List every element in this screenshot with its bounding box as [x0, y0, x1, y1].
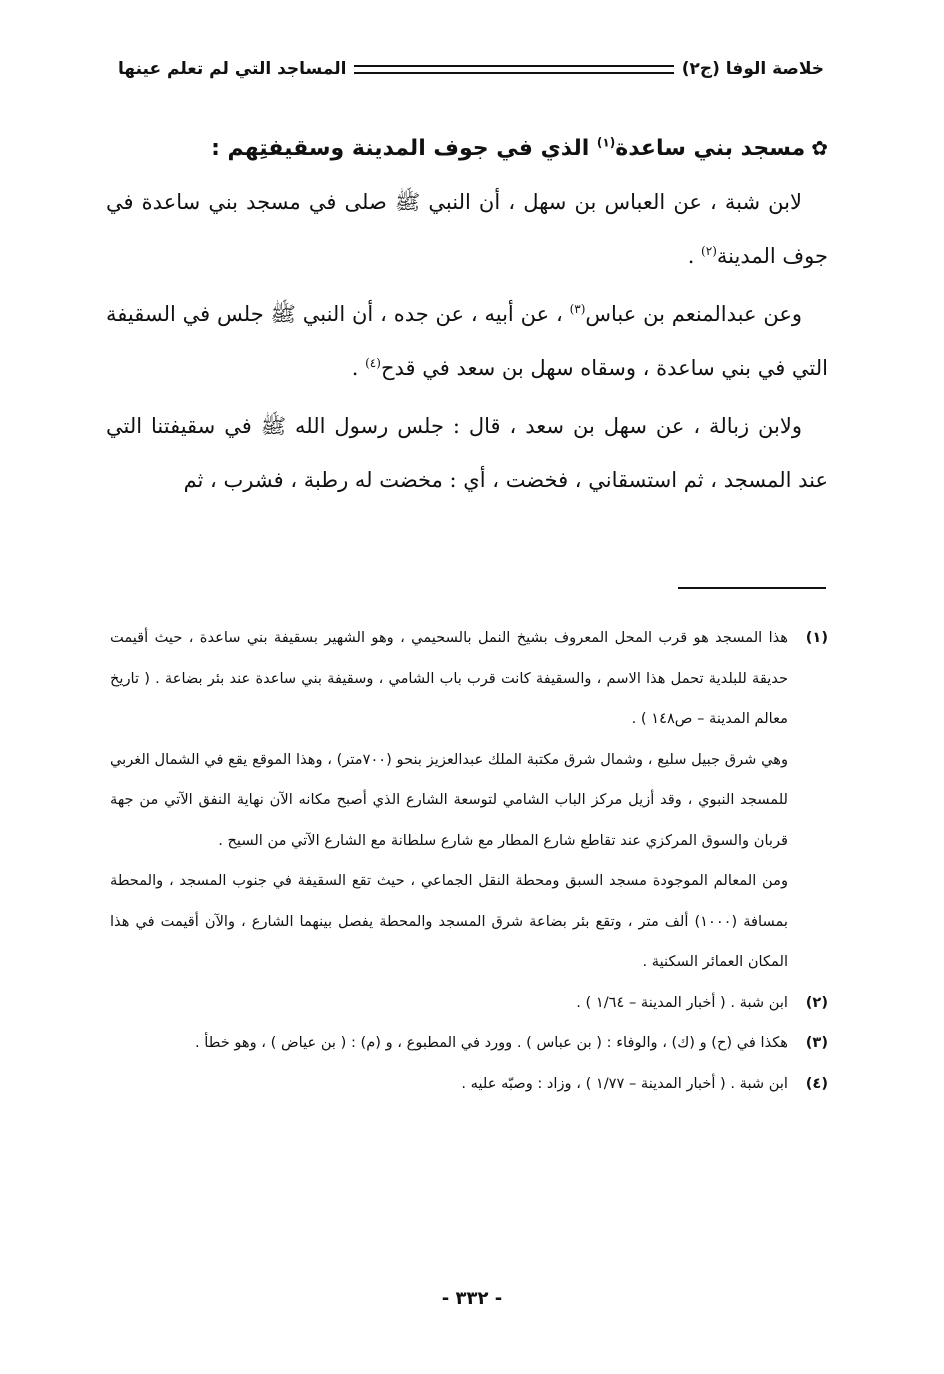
section-title: المساجد التي لم تعلم عينها: [118, 59, 347, 79]
footnote-text: هكذا في (ح) و (ك) ، والوفاء : ( بن عباس ) . وورد في المطبوع ، و (م) : ( بن عياض ) ، وهو خطأ .: [195, 1034, 788, 1051]
page-number: - ٣٣٢ -: [441, 1288, 503, 1309]
footnote-ref-3[interactable]: (٣): [569, 302, 586, 316]
flower-icon: ✿: [811, 136, 828, 160]
footnote-ref-2[interactable]: (٢): [701, 244, 717, 258]
paragraph-text: ولابن زبالة ، عن سهل بن سعد ، قال : جلس رسول الله ﷺ في سقيفتنا التي عند المسجد ، ثم استسقاني ، فخضت ، أي : مخضت له رطبة ، فشرب ، ثم: [106, 414, 828, 492]
paragraph-text: وعن عبدالمنعم بن عباس: [585, 302, 802, 326]
footnote-number: (٣): [805, 1034, 828, 1051]
footnote-ref-4[interactable]: (٤): [365, 356, 381, 370]
footnote-text: ابن شبة . ( أخبار المدينة – ١/٧٧ ) ، وزاد : وصبّه عليه .: [461, 1074, 788, 1092]
footnote-text: ومن المعالم الموجودة مسجد السبق ومحطة النقل الجماعي ، حيث تقع السقيفة في جنوب المسجد ، والمحطة بمسافة (١٠٠٠) ألف متر ، وتقع بئر بضاعة شرق المسجد والمحطة يفصل بينهما الشارع ، والآن أقيمت في هذا المكان العمائر السكنية .: [110, 872, 788, 970]
footnotes: [110, 618, 828, 1104]
paragraph-text: لابن شبة ، عن العباس بن سهل ، أن النبي ﷺ صلى في مسجد بني ساعدة في جوف المدينة: [106, 190, 828, 268]
footnote-text: هذا المسجد هو قرب المحل المعروف بشيخ النمل بالسحيمي ، وهو الشهير بسقيفة بني ساعدة ، حيث أقيمت حديقة للبلدية تحمل هذا الاسم ، والسقيفة كانت قرب باب الشامي ، وسقيفة بني ساعدة عند بئر بضاعة . ( تاريخ معالم المدينة – ص١٤٨ ) .: [110, 629, 788, 727]
paragraph-2: [106, 287, 828, 395]
heading-text-start: مسجد بني ساعدة: [615, 136, 806, 161]
footnote-separator: [678, 587, 826, 589]
paragraph-1: [106, 175, 828, 283]
footnote-3: [110, 1023, 828, 1064]
footnote-text: ابن شبة . ( أخبار المدينة – ١/٦٤ ) .: [576, 993, 788, 1011]
heading-text-end: الذي في جوف المدينة وسقيفتِهم :: [211, 136, 597, 161]
main-text: [106, 128, 828, 511]
paragraph-text-end: .: [351, 356, 366, 380]
footnote-ref-1[interactable]: (١): [596, 135, 616, 150]
section-heading: [106, 128, 828, 169]
footnote-number: (١): [805, 629, 828, 646]
footnote-4: [110, 1064, 828, 1105]
footnote-2: [110, 983, 828, 1024]
footnote-number: (٤): [805, 1074, 828, 1092]
header-rule: [354, 65, 673, 74]
footnote-text: وهي شرق جبيل سليع ، وشمال شرق مكتبة الملك عبدالعزيز بنحو (٧٠٠متر) ، وهذا الموقع يقع في الشمال الغربي للمسجد النبوي ، وقد أزيل مركز الباب الشامي لتوسعة الشارع الذي أصبح مكانه الآن نهاية النفق الآتي من جهة قربان والسوق المركزي عند تقاطع شارع المطار مع شارع سلطانة مع الشارع الآتي من السيح .: [110, 750, 788, 849]
paragraph-text-middle: ، عن أبيه ، عن جده ، أن النبي ﷺ جلس في السقيفة التي في بني ساعدة ، وسقاه سهل بن سعد في قدح: [106, 302, 828, 380]
footnote-number: (٢): [805, 993, 828, 1011]
paragraph-3: [106, 399, 828, 507]
book-title: خلاصة الوفا (ج٢): [681, 59, 824, 79]
paragraph-text-end: .: [687, 244, 702, 268]
footnote-1: [110, 618, 828, 983]
running-header: [118, 52, 824, 86]
